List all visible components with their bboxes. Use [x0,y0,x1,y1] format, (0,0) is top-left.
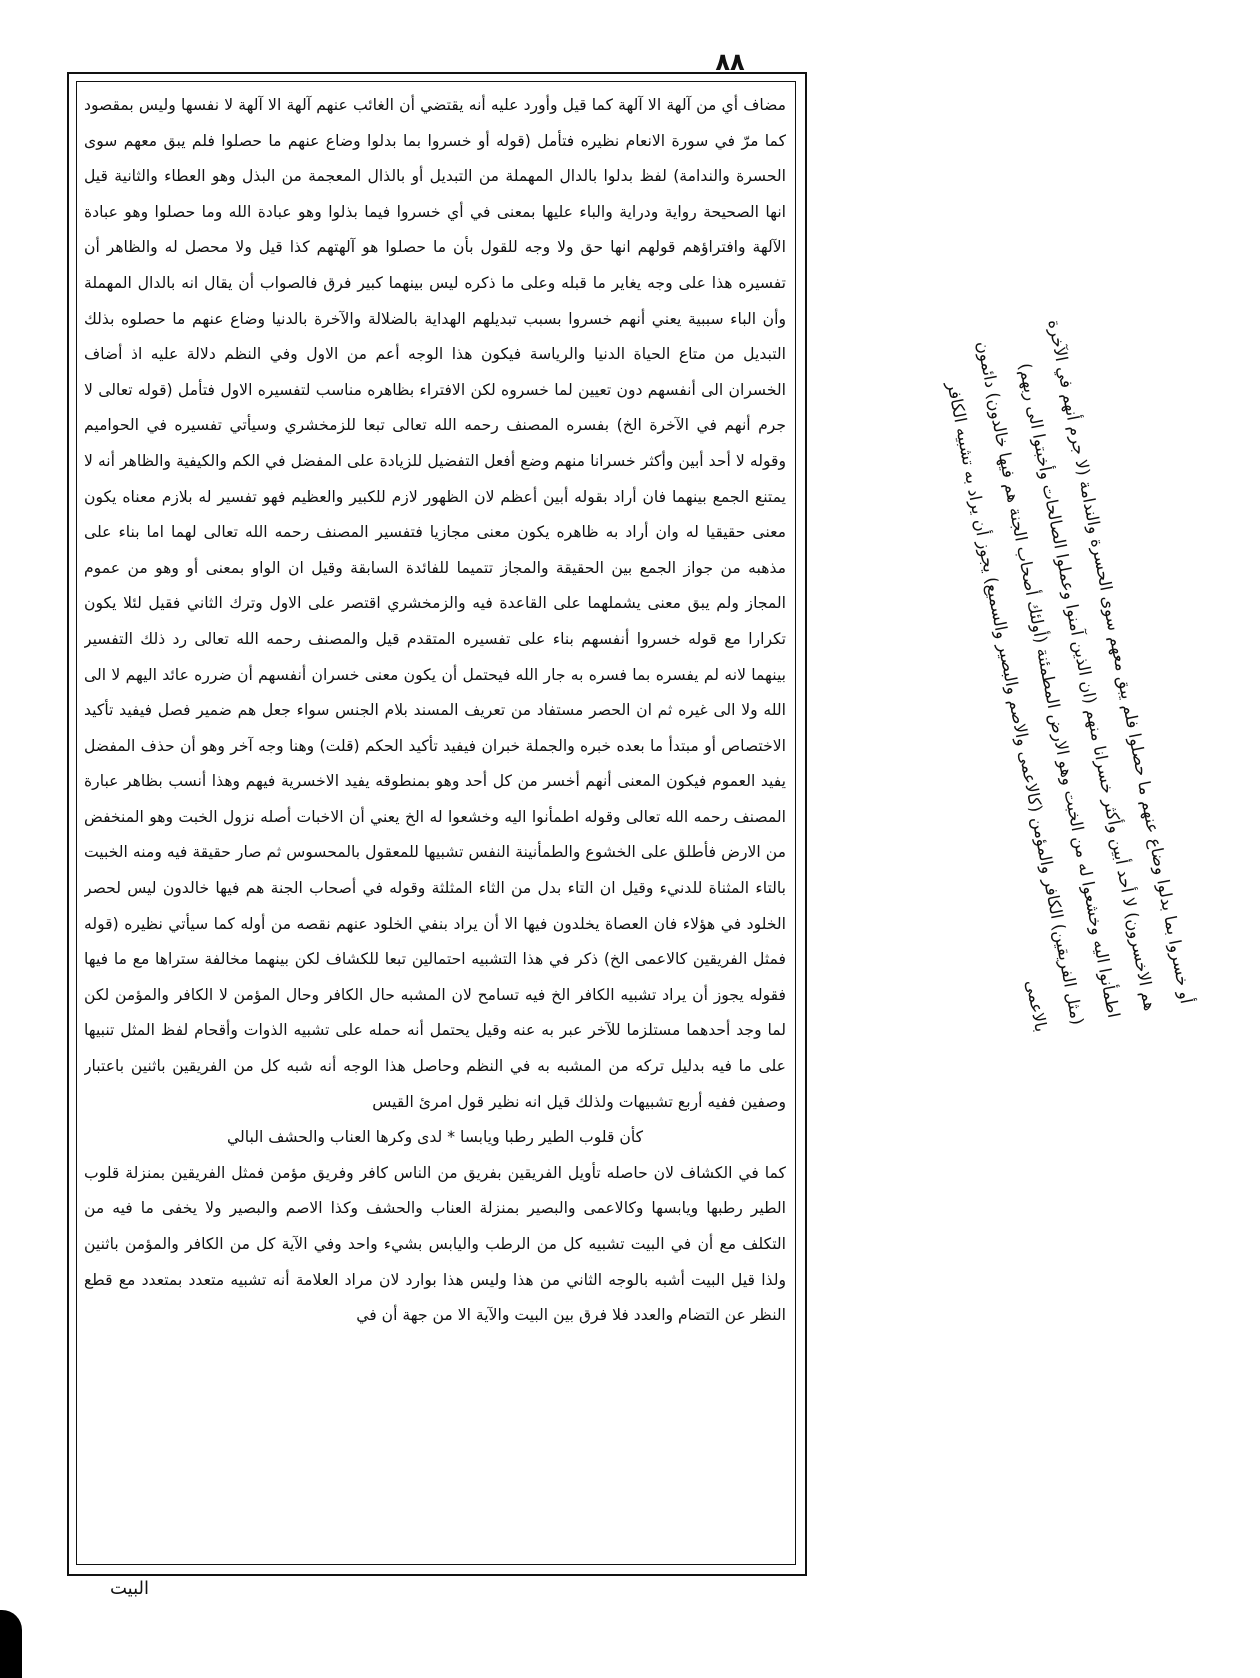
page-number: ٨٨ [715,48,745,76]
scan-edge-mark [0,1610,22,1678]
margin-note [810,313,1205,1051]
margin-note-text: أو خسروا بما بدلوا وضاع عنهم ما حصلوا فلم يبق معهم سوى الحسرة والندامة (لا جرم أنهم في الآخرة هم الاخسرون) لا أحد أبين وأكثر خسرانا منهم (ان الذين آمنوا وعملوا الصالحات وأخبتوا الى ربهم) اطمأنوا اليه وخشعوا له من الخبت وهو الارض المطمئنة (أولئك أصحاب الجنة هم فيها خالدون) دائمون (مثل الفريقين) الكافر والمؤمن (كالاعمى والاصم والبصير والسميع) يجوز أن يراد به تشبيه الكافر بالاعمى [943,317,1196,1034]
poetry-verse: كأن قلوب الطير رطبا ويابسا * لدى وكرها العناب والحشف البالي [227,1128,643,1147]
catchword: البيت [110,1578,150,1599]
main-text-block [84,88,786,1548]
main-paragraph-2: كما في الكشاف لان حاصله تأويل الفريقين بفريق من الناس كافر وفريق مؤمن فمثل الفريقين بمنزلة قلوب الطير رطبها ويابسها وكالاعمى والبصير بمنزلة العناب والحشف وكذا الاصم والبصير ولا يخفى ما فيه من التكلف مع أن في البيت تشبيه كل من الرطب واليابس بشيء واحد وفي الآية كل من الكافر والمؤمن باثنين ولذا قيل البيت أشبه بالوجه الثاني من هذا وليس هذا بوارد لان مراد العلامة أنه تشبيه متعدد بمتعدد مع قطع النظر عن التضام والعدد فلا فرق بين البيت والآية الا من جهة أن في [84,1163,786,1325]
main-paragraph-1: مضاف أي من آلهة الا آلهة كما قيل وأورد عليه أنه يقتضي أن الغائب عنهم آلهة الا آلهة لا نفسها وليس بمقصود كما مرّ في سورة الانعام نظيره فتأمل (قوله أو خسروا بما بدلوا وضاع عنهم ما حصلوا فلم يبق معهم سوى الحسرة والندامة) لفظ بدلوا بالدال المهملة من التبديل أو بالذال المعجمة من البذل وهو العطاء والثانية قيل انها الصحيحة رواية ودراية والباء عليها بمعنى في أي خسروا فيما بذلوا وهو عبادة الله وما حصلوا وهو عبادة الآلهة وافتراؤهم قولهم انها حق ولا وجه للقول بأن ما حصلوا هو آلهتهم كذا قيل ولا محصل له والظاهر أن تفسيره هذا على وجه يغاير ما قبله وعلى ما ذكره ليس بينهما كبير فرق فالصواب أن يقال انه بالدال المهملة وأن الباء سببية يعني أنهم خسروا بسبب تبديلهم الهداية بالضلالة والآخرة بالدنيا وضاع عنهم ما حصلوه بذلك التبديل من متاع الحياة الدنيا والرياسة فيكون هذا الوجه أعم من الاول وفي النظم دلالة عليه اذ أضاف الخسران الى أنفسهم دون تعيين لما خسروه لكن الافتراء بظاهره مناسب لتفسيره الاول فتأمل (قوله تعالى لا جرم أنهم في الآخرة الخ) بفسره المصنف رحمه الله تعالى تبعا للزمخشري وسيأتي تفسيره في الحواميم وقوله لا أحد أبين وأكثر خسرانا منهم وضع أفعل التفضيل للزيادة على المفضل في الكم والكيفية والظاهر أنه لا يمتنع الجمع بينهما فان أراد بقوله أبين أعظم لان الظهور لازم للكبير والعظيم فهو تفسير له بلازم معناه يكون معنى حقيقيا له وان أراد به ظاهره يكون معنى مجازيا فتفسير المصنف رحمه الله تعالى لهما اما بناء على مذهبه من جواز الجمع بين الحقيقة والمجاز تتميما للفائدة السابقة وقيل ان الواو بمعنى أو وهو من عموم المجاز ولم يبق معنى يشملهما على القاعدة فيه والزمخشري اقتصر على الاول وترك الثاني فقيل لئلا يكون تكرارا مع قوله خسروا أنفسهم بناء على تفسيره المتقدم قيل والمصنف رحمه الله تعالى رد ذلك التفسير بينهما لانه لم يفسره بما فسره به جار الله فيحتمل أن يكون معنى خسران أنفسهم أن ضرره عائد اليهم لا الى الله ولا الى غيره ثم ان الحصر مستفاد من تعريف المسند بلام الجنس سواء جعل هم ضمير فصل فيفيد تأكيد الاختصاص أو مبتدأ ما بعده خبره والجملة خبران فيفيد تأكيد الحكم (قلت) وهنا وجه آخر وهو أن حذف المفضل يفيد العموم فيكون المعنى أنهم أخسر من كل أحد وهو بمنطوقه يفيد الاخسرية فيهم وهذا أنسب بظاهر عبارة المصنف رحمه الله تعالى وقوله اطمأنوا اليه وخشعوا له الخ يعني أن الاخبات أصله نزول الخبت وهو المنخفض من الارض فأطلق على الخشوع والطمأنينة النفس تشبيها للمعقول بالمحسوس ثم صار حقيقة فيه ومنه الخبيت بالتاء المثناة للدنيء وقيل ان التاء بدل من الثاء المثلثة وقوله في أصحاب الجنة هم فيها خالدون ليس لحصر الخلود في هؤلاء فان العصاة يخلدون فيها الا أن يراد بنفي الخلود عنهم نقصه من أوله كما سيأتي نظيره (قوله فمثل الفريقين كالاعمى الخ) ذكر في هذا التشبيه احتمالين تبعا للكشاف لكن بينهما مخالفة ستراها مع ما فيها فقوله يجوز أن يراد تشبيه الكافر الخ فيه تسامح لان المشبه حال الكافر وحال المؤمن لا الكافر والمؤمن لكن لما وجد أحدهما مستلزما للآخر عبر به عنه وقيل يحتمل أنه حمله على تشبيه الذوات وأقحام لفظ المثل تنبيها على ما فيه بدليل تركه من المشبه به في النظم وحاصل هذا الوجه أنه شبه كل من الفريقين باثنين باعتبار وصفين ففيه أربع تشبيهات ولذلك قيل انه نظير قول امرئ القيس [84,96,786,1111]
